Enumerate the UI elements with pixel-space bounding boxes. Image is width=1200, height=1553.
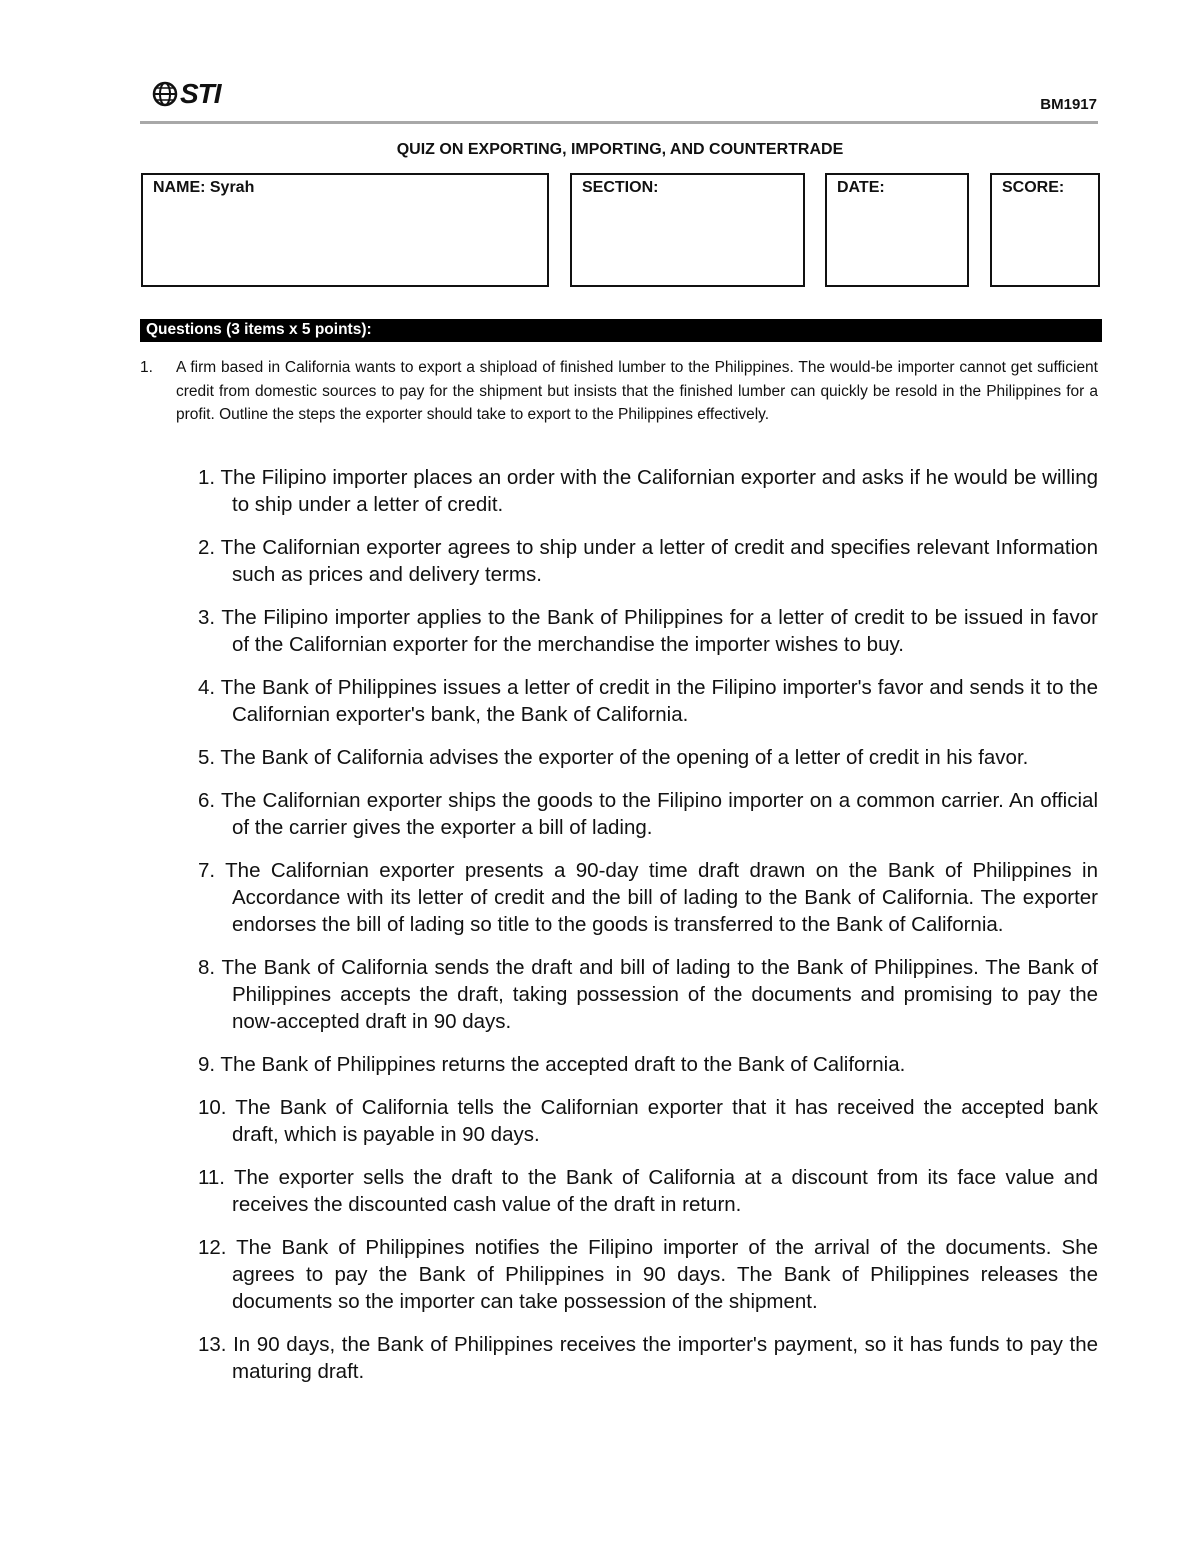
document-code: BM1917 — [1040, 96, 1097, 113]
answer-step: 3. The Filipino importer applies to the Bank of Philippines for a letter of credit to be issued in favor of the Californian exporter for the merchandise the importer wishes to buy. — [198, 606, 1098, 656]
question-1 — [140, 356, 1098, 427]
answer-step: 7. The Californian exporter presents a 90-day time draft drawn on the Bank of Philippines in Accordance with its letter of credit and the bill of lading to the Bank of California. The exporter endorses the bill of lading so title to the goods is transferred to the Bank of California. — [198, 859, 1098, 936]
sti-logo — [152, 78, 221, 110]
answer-steps-list — [198, 464, 1098, 1401]
answer-step: 1. The Filipino importer places an order with the Californian exporter and asks if he would be willing to ship under a letter of credit. — [198, 466, 1098, 516]
answer-step: 12. The Bank of Philippines notifies the Filipino importer of the arrival of the documents. She agrees to pay the Bank of Philippines in 90 days. The Bank of Philippines releases the documents so the importer can take possession of the shipment. — [198, 1236, 1098, 1313]
answer-step: 13. In 90 days, the Bank of Philippines receives the importer's payment, so it has funds to pay the maturing draft. — [198, 1333, 1098, 1383]
question-number: 1. — [140, 359, 153, 376]
question-text: A firm based in California wants to export a shipload of finished lumber to the Philippines. The would-be importer cannot get sufficient credit from domestic sources to pay for the shipment but insists that the finished lumber can quickly be resold in the Philippines for a profit. Outline the steps the exporter should take to export to the Philippines effectively. — [176, 359, 1098, 423]
answer-step: 8. The Bank of California sends the draft and bill of lading to the Bank of Philippines. The Bank of Philippines accepts the draft, taking possession of the documents and promising to pay the now-accepted draft in 90 days. — [198, 956, 1098, 1033]
date-box[interactable]: DATE: — [825, 173, 969, 287]
answer-step: 2. The Californian exporter agrees to ship under a letter of credit and specifies relevant Information such as prices and delivery terms. — [198, 536, 1098, 586]
answer-step: 10. The Bank of California tells the Californian exporter that it has received the accepted bank draft, which is payable in 90 days. — [198, 1096, 1098, 1146]
header-divider — [140, 121, 1098, 124]
logo-text: STI — [180, 78, 221, 109]
answer-step: 6. The Californian exporter ships the goods to the Filipino importer on a common carrier. An official of the carrier gives the exporter a bill of lading. — [198, 789, 1098, 839]
page-title: QUIZ ON EXPORTING, IMPORTING, AND COUNTERTRADE — [396, 141, 844, 158]
answer-step: 5. The Bank of California advises the exporter of the opening of a letter of credit in his favor. — [198, 746, 1029, 769]
answer-step: 11. The exporter sells the draft to the Bank of California at a discount from its face value and receives the discounted cash value of the draft in return. — [198, 1166, 1098, 1216]
name-box[interactable]: NAME: Syrah — [141, 173, 549, 287]
questions-header-bar: Questions (3 items x 5 points): — [140, 319, 1102, 342]
score-box[interactable]: SCORE: — [990, 173, 1100, 287]
section-box[interactable]: SECTION: — [570, 173, 805, 287]
answer-step: 9. The Bank of Philippines returns the accepted draft to the Bank of California. — [198, 1053, 906, 1076]
globe-icon — [152, 81, 178, 107]
answer-step: 4. The Bank of Philippines issues a letter of credit in the Filipino importer's favor and sends it to the Californian exporter's bank, the Bank of California. — [198, 676, 1098, 726]
